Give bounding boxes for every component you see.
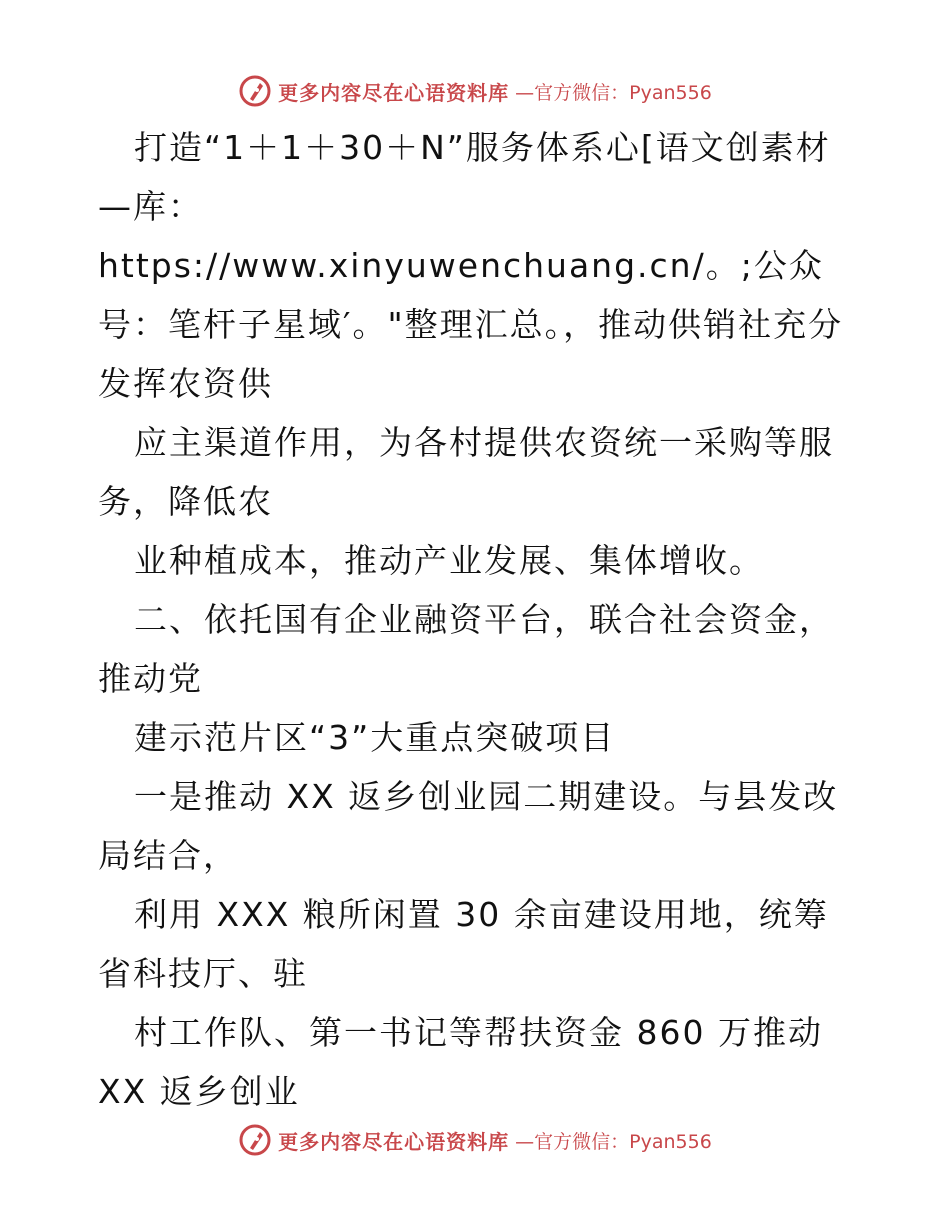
header-banner-subtitle: —官方微信：Pyan556: [515, 81, 712, 104]
footer-banner-title: 更多内容尽在心语资料库: [278, 1129, 510, 1154]
paragraph-5: 建示范片区“3”大重点突破项目: [134, 718, 616, 757]
footer-watermark-banner: [0, 1120, 950, 1160]
header-banner-title: 更多内容尽在心语资料库: [278, 80, 510, 105]
paragraph-2: 应主渠道作用，为各村提供农资统一采购等服务，降低农: [98, 423, 834, 521]
pen-nib-logo-icon: [238, 74, 272, 108]
paragraph-1: 打造“1＋1＋30＋N”服务体系心[语文创素材—库：https://www.xinyuwenchuang.cn/。;公众号：笔杆子星域′。"整理汇总。，推动供销社充分发挥农资供: [98, 128, 844, 403]
paragraph-8: 村工作队、第一书记等帮扶资金 860 万推动 XX 返乡创业: [98, 1013, 823, 1111]
paragraph-7: 利用 XXX 粮所闲置 30 余亩建设用地，统筹省科技厅、驻: [98, 895, 829, 993]
paragraph-4: 二、依托国有企业融资平台，联合社会资金，推动党: [98, 600, 834, 698]
document-body: [98, 118, 858, 1121]
paragraph-3: 业种植成本，推动产业发展、集体增收。: [134, 541, 764, 580]
footer-banner-subtitle: —官方微信：Pyan556: [515, 1130, 712, 1153]
header-watermark-banner: [0, 71, 950, 111]
paragraph-6: 一是推动 XX 返乡创业园二期建设。与县发改局结合，: [98, 777, 839, 875]
pen-nib-logo-icon: [238, 1123, 272, 1157]
